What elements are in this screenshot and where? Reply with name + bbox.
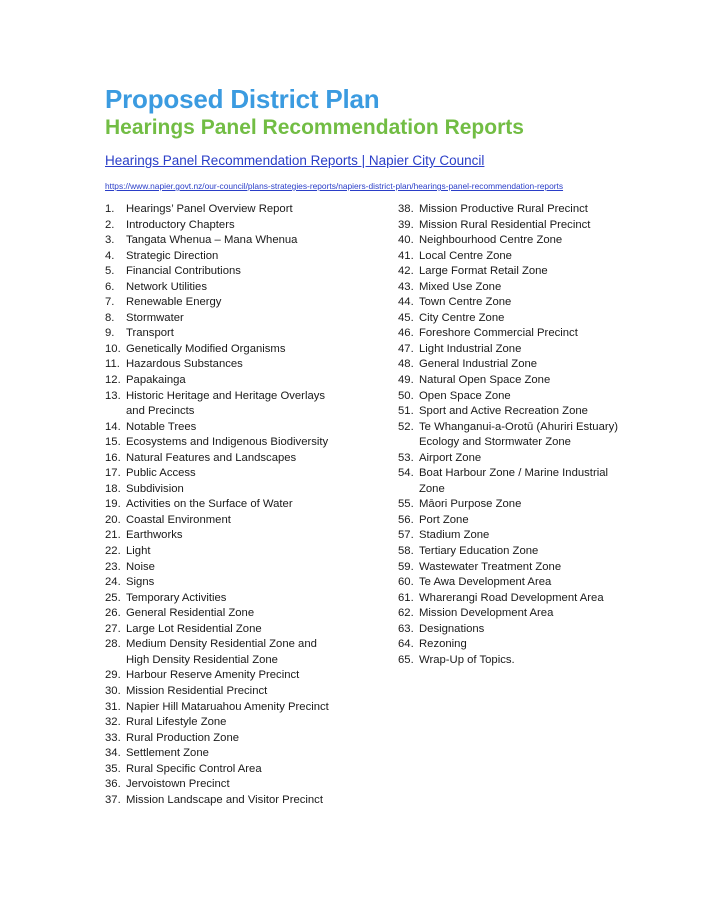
report-list-item: [105, 622, 375, 638]
report-item-title: City Centre Zone: [419, 311, 505, 324]
report-item-number: 24.: [105, 576, 121, 589]
report-item-number: 44.: [398, 296, 414, 309]
report-item-number: 31.: [105, 700, 121, 713]
report-list-item: [105, 560, 375, 576]
report-item-title: Jervoistown Precinct: [126, 778, 230, 791]
report-list-item: [105, 606, 375, 622]
report-item-title: Stadium Zone: [419, 529, 490, 542]
report-item-number: 7.: [105, 296, 115, 309]
report-item-title: Historic Heritage and Heritage Overlays and Precincts: [126, 389, 326, 418]
report-item-number: 18.: [105, 482, 121, 495]
report-item-number: 53.: [398, 451, 414, 464]
report-item-number: 60.: [398, 576, 414, 589]
report-item-title: General Industrial Zone: [419, 358, 538, 371]
report-list-item: [398, 591, 638, 607]
report-list-right-column: [398, 202, 638, 668]
report-list-item: [105, 202, 375, 218]
report-item-number: 6.: [105, 280, 115, 293]
report-list-item: [398, 653, 638, 669]
report-item-title: Medium Density Residential Zone and High Density Residential Zone: [126, 638, 317, 666]
report-item-title: Boat Harbour Zone / Marine Industrial Zone: [419, 467, 609, 495]
report-item-number: 8.: [105, 311, 115, 324]
report-list-item: [105, 420, 375, 436]
report-list-item: [398, 544, 638, 560]
report-item-title: Financial Contributions: [126, 265, 241, 278]
report-list-item: [398, 218, 638, 234]
report-list-item: [105, 357, 375, 373]
report-item-number: 51.: [398, 405, 414, 418]
report-item-title: Designations: [419, 622, 485, 635]
report-list-item: [105, 451, 375, 467]
page-title: Proposed District Plan: [105, 84, 380, 114]
report-list-item: [398, 295, 638, 311]
report-item-number: 11.: [105, 358, 120, 371]
report-list-item: [105, 637, 375, 668]
report-item-title: Natural Open Space Zone: [419, 374, 551, 387]
report-item-title: Neighbourhood Centre Zone: [419, 234, 563, 247]
report-item-title: Local Centre Zone: [419, 249, 512, 262]
report-item-number: 59.: [398, 560, 414, 573]
report-item-title: Notable Trees: [126, 420, 197, 433]
report-item-title: Papakainga: [126, 374, 186, 387]
report-item-title: Harbour Reserve Amenity Precinct: [126, 669, 300, 682]
report-item-title: Ecosystems and Indigenous Biodiversity: [126, 436, 329, 449]
report-list-item: [105, 715, 375, 731]
report-item-number: 45.: [398, 311, 414, 324]
page-subtitle: Hearings Panel Recommendation Reports: [105, 116, 524, 139]
report-item-number: 47.: [398, 342, 414, 355]
report-item-number: 13.: [105, 389, 121, 402]
report-list-item: [105, 528, 375, 544]
report-item-number: 5.: [105, 265, 115, 278]
report-item-number: 39.: [398, 218, 414, 231]
report-item-title: Natural Features and Landscapes: [126, 451, 297, 464]
report-item-title: Stormwater: [126, 311, 184, 324]
report-list-item: [398, 249, 638, 265]
report-list-item: [105, 497, 375, 513]
report-item-title: Genetically Modified Organisms: [126, 342, 286, 355]
report-item-title: Rural Specific Control Area: [126, 762, 262, 775]
report-list-item: [398, 357, 638, 373]
report-list-item: [105, 233, 375, 249]
report-list-item: [398, 560, 638, 576]
report-item-title: Public Access: [126, 467, 196, 480]
report-item-number: 19.: [105, 498, 121, 511]
report-item-title: Hazardous Substances: [126, 358, 243, 371]
report-item-title: Open Space Zone: [419, 389, 511, 402]
report-item-number: 28.: [105, 638, 121, 651]
report-list-item: [398, 311, 638, 327]
report-list-item: [105, 591, 375, 607]
report-item-title: Settlement Zone: [126, 747, 209, 760]
report-item-number: 21.: [105, 529, 121, 542]
report-item-title: Wrap-Up of Topics.: [419, 653, 515, 666]
report-item-number: 42.: [398, 265, 414, 278]
report-item-number: 49.: [398, 374, 414, 387]
report-item-title: Light: [126, 545, 151, 558]
report-item-number: 64.: [398, 638, 414, 651]
report-list-item: [398, 389, 638, 405]
report-item-title: Mission Residential Precinct: [126, 684, 268, 697]
report-item-number: 10.: [105, 342, 121, 355]
report-list-item: [105, 793, 375, 809]
report-item-title: Network Utilities: [126, 280, 207, 293]
report-list-item: [398, 202, 638, 218]
report-list-item: [398, 528, 638, 544]
report-item-title: Wharerangi Road Development Area: [419, 591, 604, 604]
report-item-number: 16.: [105, 451, 121, 464]
report-item-number: 2.: [105, 218, 115, 231]
report-item-number: 23.: [105, 560, 121, 573]
report-item-number: 9.: [105, 327, 115, 340]
report-item-title: Noise: [126, 560, 155, 573]
report-item-number: 41.: [398, 249, 414, 262]
report-item-number: 61.: [398, 591, 414, 604]
report-list-item: [105, 295, 375, 311]
report-list-item: [105, 218, 375, 234]
report-list-left-column: [105, 202, 375, 808]
report-list-item: [398, 420, 638, 451]
report-item-number: 27.: [105, 622, 121, 635]
report-item-title: Rural Lifestyle Zone: [126, 716, 227, 729]
report-item-title: Renewable Energy: [126, 296, 222, 309]
report-item-title: Foreshore Commercial Precinct: [419, 327, 578, 340]
report-list-item: [105, 326, 375, 342]
report-item-title: Transport: [126, 327, 174, 340]
report-item-title: Large Lot Residential Zone: [126, 622, 262, 635]
report-item-number: 56.: [398, 513, 414, 526]
report-item-title: Mission Rural Residential Precinct: [419, 218, 591, 231]
report-list-item: [398, 342, 638, 358]
report-item-title: Tertiary Education Zone: [419, 545, 539, 558]
report-list-item: [105, 280, 375, 296]
report-item-title: General Residential Zone: [126, 607, 255, 620]
report-item-title: Strategic Direction: [126, 249, 219, 262]
report-list-item: [398, 637, 638, 653]
report-item-number: 50.: [398, 389, 414, 402]
report-item-title: Mission Landscape and Visitor Precinct: [126, 793, 323, 806]
report-item-title: Māori Purpose Zone: [419, 498, 522, 511]
report-item-number: 14.: [105, 420, 121, 433]
report-list-item: [105, 575, 375, 591]
reports-url-link[interactable]: https://www.napier.govt.nz/our-council/plans-strategies-reports/napiers-district-plan/hearings-panel-recommendation-reports: [105, 181, 564, 191]
report-item-title: Te Whanganui-a-Orotū (Ahuriri Estuary) Ecology and Stormwater Zone: [419, 420, 619, 449]
report-item-number: 26.: [105, 607, 121, 620]
report-list-item: [398, 466, 638, 497]
report-list-item: [105, 466, 375, 482]
report-item-title: Airport Zone: [419, 451, 482, 464]
report-list-item: [105, 311, 375, 327]
report-list-item: [105, 249, 375, 265]
report-item-number: 46.: [398, 327, 414, 340]
report-item-number: 3.: [105, 234, 115, 247]
report-list-item: [398, 622, 638, 638]
report-list-item: [105, 762, 375, 778]
report-item-title: Hearings’ Panel Overview Report: [126, 203, 293, 215]
report-list-item: [398, 233, 638, 249]
report-item-number: 65.: [398, 653, 414, 666]
report-item-title: Napier Hill Mataruahou Amenity Precinct: [126, 700, 329, 713]
report-list-item: [105, 389, 375, 420]
report-item-number: 62.: [398, 607, 414, 620]
report-item-number: 22.: [105, 545, 121, 558]
report-item-title: Temporary Activities: [126, 591, 227, 604]
report-list-item: [105, 731, 375, 747]
report-item-number: 58.: [398, 545, 414, 558]
report-item-number: 55.: [398, 498, 414, 511]
report-list-item: [105, 482, 375, 498]
report-item-title: Introductory Chapters: [126, 218, 235, 231]
report-item-number: 43.: [398, 280, 414, 293]
report-item-title: Earthworks: [126, 529, 183, 542]
report-item-title: Coastal Environment: [126, 513, 231, 526]
report-item-number: 37.: [105, 793, 121, 806]
report-list-item: [105, 342, 375, 358]
report-list-item: [398, 575, 638, 591]
report-item-number: 48.: [398, 358, 414, 371]
report-item-number: 34.: [105, 747, 121, 760]
report-item-title: Port Zone: [419, 513, 469, 526]
report-item-number: 32.: [105, 716, 121, 729]
report-list-item: [398, 373, 638, 389]
report-item-title: Mission Productive Rural Precinct: [419, 203, 588, 215]
report-item-number: 12.: [105, 374, 121, 387]
report-list-item: [398, 280, 638, 296]
report-item-number: 63.: [398, 622, 414, 635]
report-item-number: 38.: [398, 203, 414, 215]
report-list-item: [105, 513, 375, 529]
report-item-title: Town Centre Zone: [419, 296, 512, 309]
report-item-title: Tangata Whenua – Mana Whenua: [126, 234, 298, 247]
report-list-item: [398, 497, 638, 513]
report-list-item: [398, 404, 638, 420]
report-item-title: Sport and Active Recreation Zone: [419, 405, 588, 418]
report-item-title: Light Industrial Zone: [419, 342, 522, 355]
report-item-number: 40.: [398, 234, 414, 247]
report-list-item: [398, 326, 638, 342]
report-item-title: Te Awa Development Area: [419, 576, 552, 589]
report-item-title: Signs: [126, 576, 155, 589]
council-page-link[interactable]: Hearings Panel Recommendation Reports | Napier City Council: [105, 153, 485, 168]
report-item-number: 57.: [398, 529, 414, 542]
report-item-title: Rural Production Zone: [126, 731, 240, 744]
report-item-number: 25.: [105, 591, 121, 604]
report-item-number: 35.: [105, 762, 121, 775]
report-list-item: [105, 373, 375, 389]
report-item-number: 15.: [105, 436, 121, 449]
report-item-number: 54.: [398, 467, 414, 480]
report-item-title: Mixed Use Zone: [419, 280, 502, 293]
report-item-title: Subdivision: [126, 482, 184, 495]
report-item-number: 52.: [398, 420, 414, 433]
report-list-item: [105, 435, 375, 451]
report-item-number: 17.: [105, 467, 121, 480]
report-list-item: [398, 513, 638, 529]
report-list-item: [105, 544, 375, 560]
report-item-number: 30.: [105, 684, 121, 697]
report-list-item: [105, 264, 375, 280]
report-list-item: [105, 746, 375, 762]
report-item-title: Wastewater Treatment Zone: [419, 560, 562, 573]
report-list-item: [105, 777, 375, 793]
report-list-item: [398, 606, 638, 622]
report-item-title: Rezoning: [419, 638, 467, 651]
report-item-number: 36.: [105, 778, 121, 791]
report-item-title: Activities on the Surface of Water: [126, 498, 293, 511]
report-list-item: [105, 700, 375, 716]
report-item-number: 20.: [105, 513, 121, 526]
report-item-number: 1.: [105, 203, 115, 215]
report-item-title: Mission Development Area: [419, 607, 554, 620]
report-item-number: 29.: [105, 669, 121, 682]
report-list-item: [105, 668, 375, 684]
report-item-title: Large Format Retail Zone: [419, 265, 548, 278]
report-list-item: [398, 264, 638, 280]
report-list-item: [398, 451, 638, 467]
report-item-number: 33.: [105, 731, 121, 744]
report-list-item: [105, 684, 375, 700]
report-item-number: 4.: [105, 249, 115, 262]
